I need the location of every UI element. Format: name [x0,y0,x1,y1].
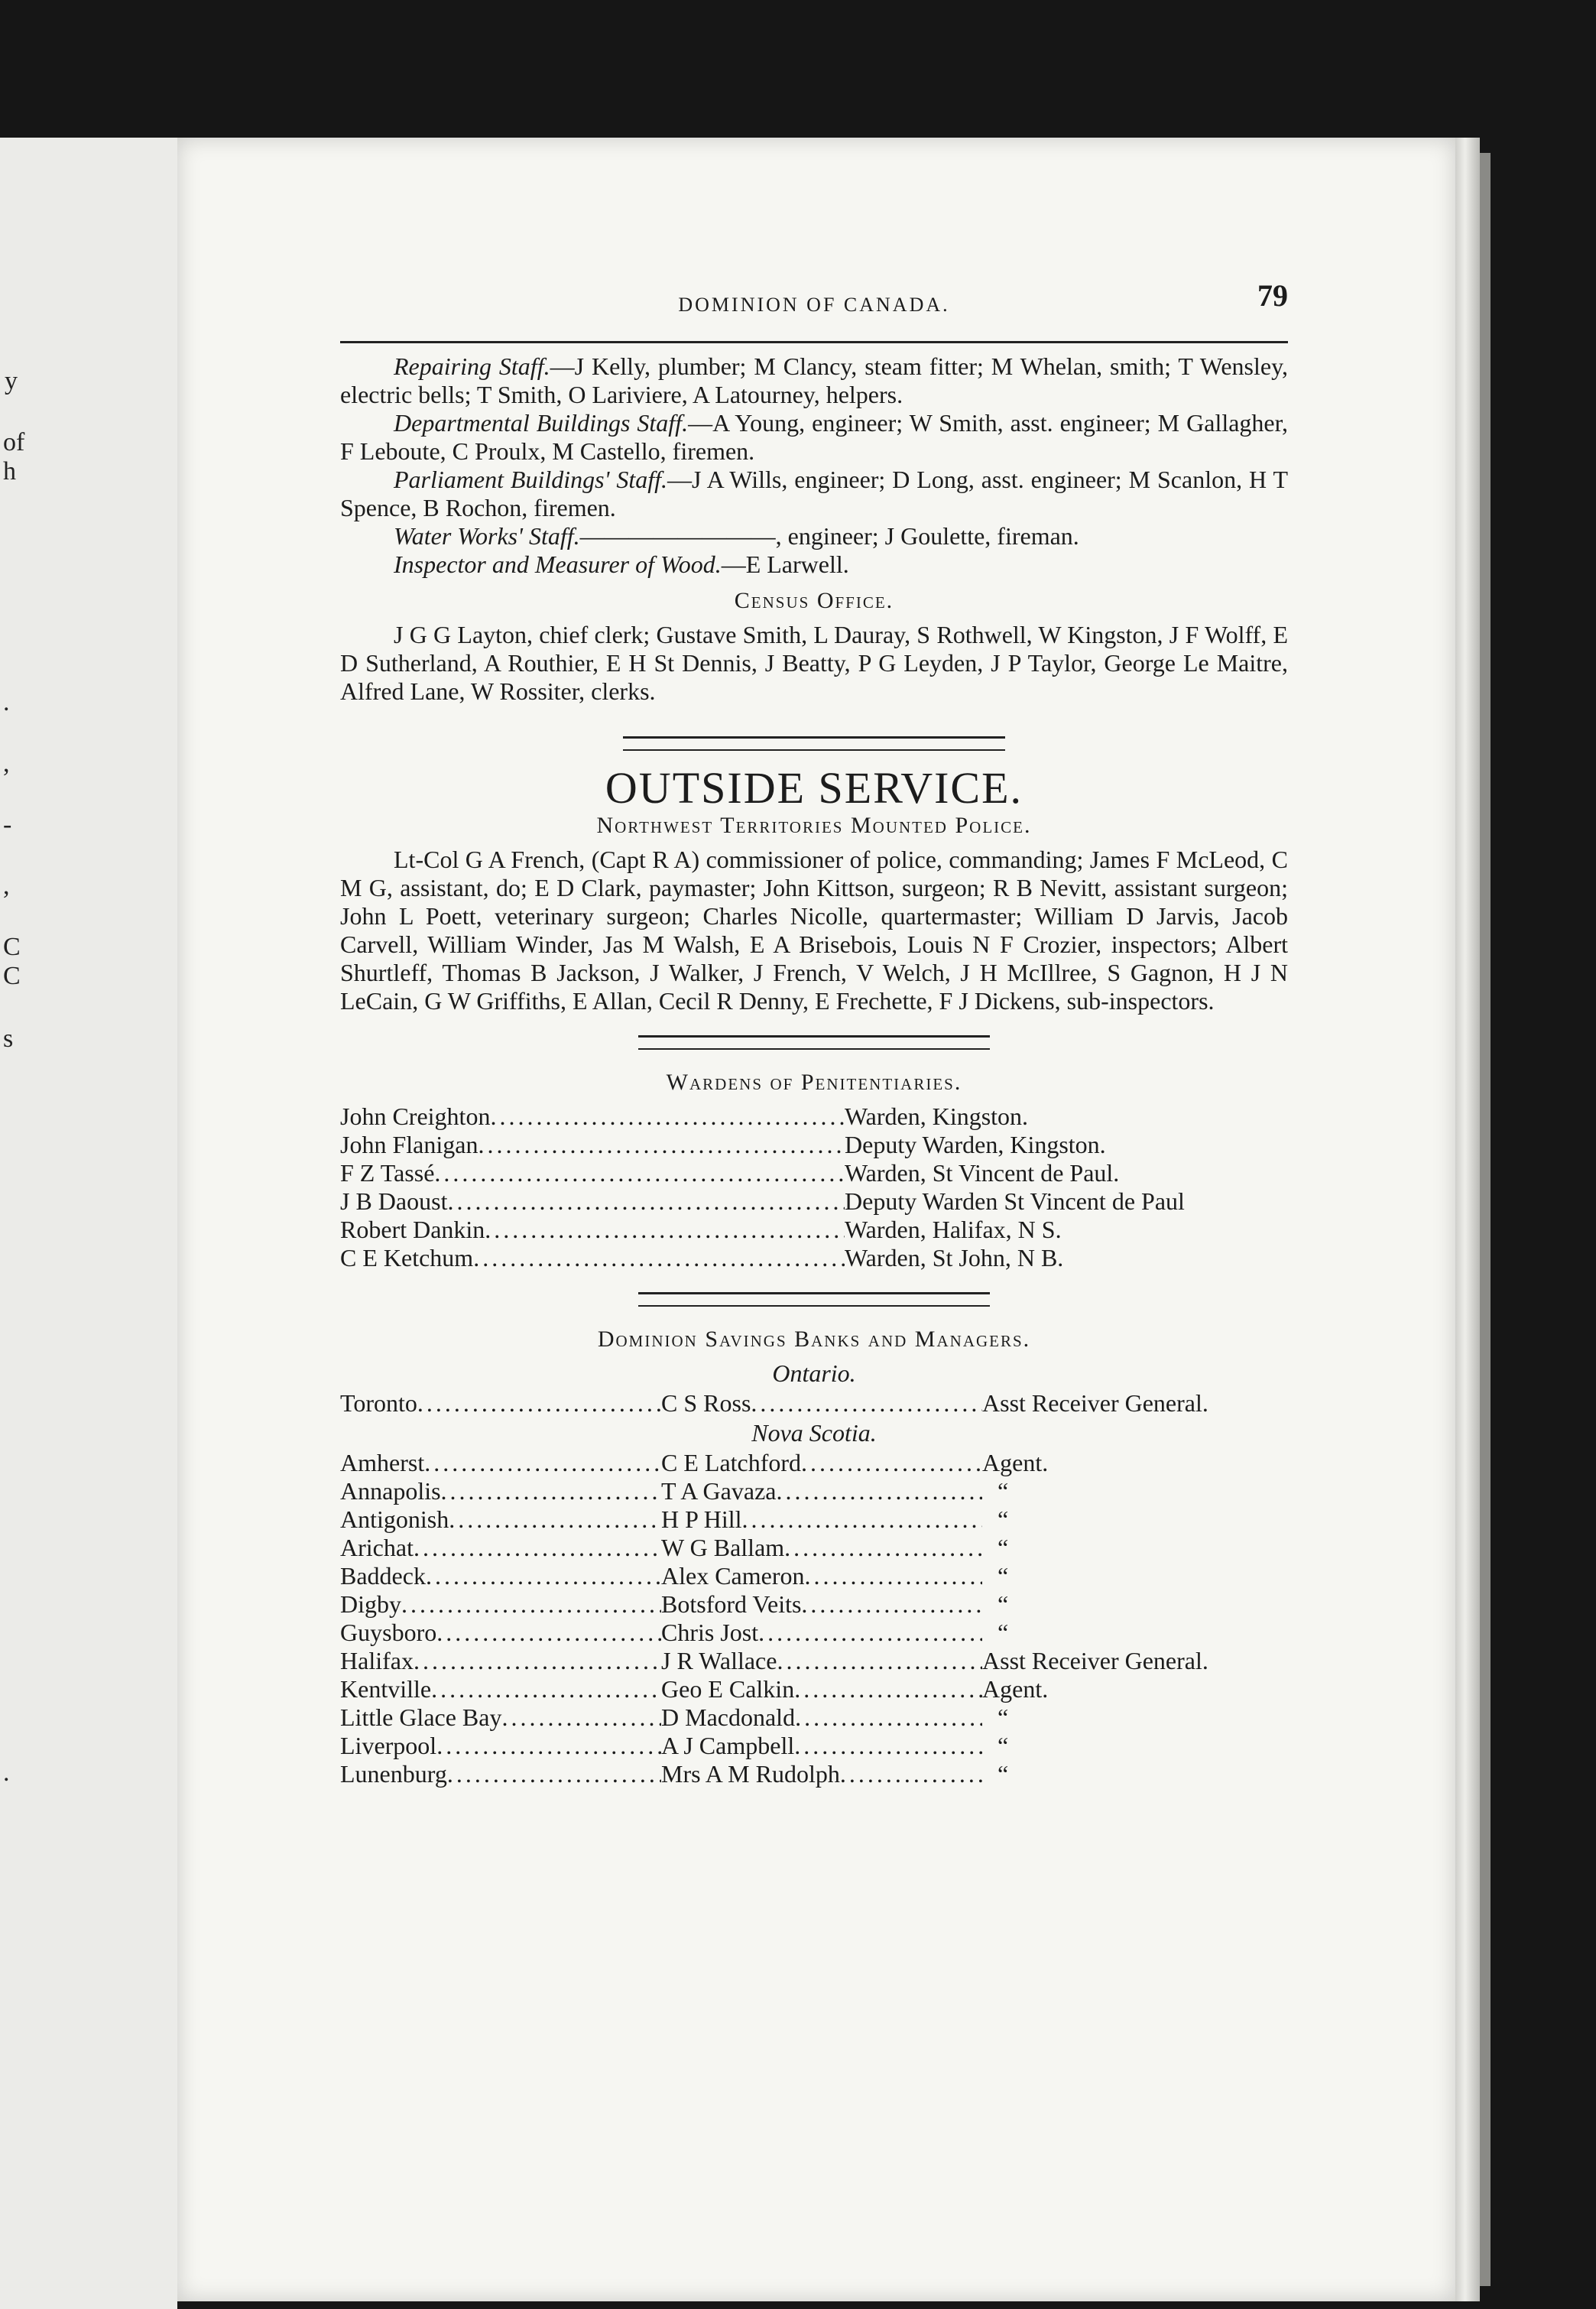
staff-paragraph [340,466,1288,522]
prev-page-fragment: . [3,1759,10,1787]
warden-post: Warden, St Vincent de Paul. [845,1159,1120,1187]
bank-place: Amherst [340,1449,425,1476]
bank-role: “ [998,1760,1009,1788]
prev-page-fragment: - [3,810,12,839]
bank-role: “ [998,1732,1009,1759]
bank-place: Digby [340,1590,401,1618]
bank-manager: D Macdonald [661,1703,796,1731]
bank-row [340,1590,1288,1619]
warden-post: Deputy Warden St Vincent de Paul [845,1187,1185,1215]
bank-row [340,1675,1288,1703]
bank-manager: Alex Cameron [661,1562,805,1590]
staff-section [340,352,1288,579]
bank-manager: C S Ross [661,1389,751,1417]
warden-row [340,1244,1288,1272]
page-content [340,278,1289,1788]
bank-place: Antigonish [340,1505,449,1533]
prev-page-fragment: , [3,872,10,900]
bank-row [340,1703,1288,1732]
bank-role: “ [998,1534,1009,1561]
prev-page-fragment: , [3,749,10,778]
outside-service-title: OUTSIDE SERVICE. [605,763,1023,813]
warden-name: F Z Tassé [340,1159,435,1187]
section-divider [638,1035,990,1050]
bank-manager: H P Hill [661,1505,742,1533]
header-rule [340,341,1288,343]
bank-role: “ [998,1505,1009,1533]
staff-paragraph [340,522,1288,550]
page-edge-shadow [1480,153,1491,2286]
warden-post: Warden, St John, N B. [845,1244,1064,1271]
warden-row [340,1103,1288,1131]
staff-text: ————————, engineer; J Goulette, fireman. [579,522,1079,550]
bank-manager: J R Wallace [661,1647,777,1674]
bank-role: “ [998,1562,1009,1590]
police-heading: Northwest Territories Mounted Police. [596,813,1032,838]
census-text: J G G Layton, chief clerk; Gustave Smith, L Dauray, S Rothwell, W Kingston, J F Wolff, E D Sutherland, A Routhier, E H St Dennis, J Beatty, P G Leyden, J P Taylor, George Le Maitre, Alfred Lane, W Rossiter, clerks. [340,621,1288,705]
prev-page-fragment: s [3,1025,14,1053]
bank-row [340,1477,1288,1505]
police-text: Lt-Col G A French, (Capt R A) commissioner of police, commanding; James F McLeod, C M G, assistant, do; E D Clark, paymaster; John Kittson, surgeon; R B Nevitt, assistant surgeon; John L Poett, veterinary surgeon; Charles Nicolle, quartermaster; William D Jarvis, Jacob Carvell, William Winder, Jas M Walsh, E A Brisebois, Louis N F Crozier, inspectors; Albert Shurtleff, Thomas B Jackson, J Walker, J French, V Welch, J H McIllree, S Gagnon, H J N LeCain, G W Griffiths, E Allan, Cecil R Denny, E Frechette, F J Dickens, sub-inspectors. [340,846,1288,1015]
bank-place: Kentville [340,1675,432,1703]
bank-place: Little Glace Bay [340,1703,502,1731]
staff-text: —E Larwell. [721,550,849,578]
savings-banks-heading: Dominion Savings Banks and Managers. [597,1327,1031,1352]
bank-manager: C E Latchford [661,1449,802,1476]
bank-place: Toronto [340,1389,417,1417]
warden-name: C E Ketchum [340,1244,474,1271]
warden-row [340,1131,1288,1159]
ontario-heading: Ontario. [772,1359,856,1387]
warden-row [340,1216,1288,1244]
bank-row [340,1619,1288,1647]
staff-text: —J Kelly, plumber; M Clancy, steam fitter; M Whelan, smith; T Wensley, electric bells; T Smith, O Lariviere, A Latourney, helpers. [340,352,1289,408]
bank-role: “ [998,1619,1009,1646]
bank-manager: Mrs A M Rudolph [661,1760,840,1788]
bank-manager: A J Campbell [661,1732,795,1759]
prev-page-fragment: y [5,367,18,395]
nova-scotia-list [340,1449,1288,1788]
prev-page-fragment: C [3,962,21,990]
prev-page-fragment: h [3,457,16,486]
wardens-heading: Wardens of Penitentiaries. [666,1070,962,1095]
staff-text: —J A Wills, engineer; D Long, asst. engineer; M Scanlon, H T Spence, B Rochon, firemen. [340,466,1289,521]
bank-row [340,1505,1288,1534]
bank-row [340,1562,1288,1590]
warden-name: John Flanigan [340,1131,478,1158]
staff-text: —A Young, engineer; W Smith, asst. engineer; M Gallagher, F Leboute, C Proulx, M Castello, firemen. [340,409,1289,465]
bank-place: Guysboro [340,1619,437,1646]
bank-role: “ [998,1590,1009,1618]
staff-lead: Repairing Staff. [394,352,550,380]
census-heading: Census Office. [734,588,894,613]
bank-role: “ [998,1703,1009,1731]
warden-name: Robert Dankin [340,1216,485,1243]
warden-post: Warden, Kingston. [845,1103,1029,1130]
warden-post: Deputy Warden, Kingston. [845,1131,1106,1158]
running-head-title: DOMINION OF CANADA. [678,294,950,316]
bank-role: “ [998,1477,1009,1505]
staff-lead: Inspector and Measurer of Wood. [394,550,722,578]
bank-place: Lunenburg [340,1760,447,1788]
wardens-list [340,1103,1288,1272]
bank-place: Halifax [340,1647,414,1674]
section-divider [623,736,1005,751]
bank-role: Agent. [982,1675,1049,1703]
bank-role: Asst Receiver General. [982,1647,1208,1674]
warden-name: John Creighton [340,1103,491,1130]
prev-page-fragment: of [3,428,25,456]
previous-page-edge [0,138,177,2309]
bank-place: Annapolis [340,1477,441,1505]
bank-row [340,1760,1288,1788]
warden-row [340,1187,1288,1216]
staff-lead: Parliament Buildings' Staff. [394,466,668,493]
nova-scotia-heading: Nova Scotia. [751,1419,877,1447]
bank-manager: T A Gavaza [661,1477,777,1505]
bank-manager: W G Ballam [661,1534,785,1561]
bank-place: Arichat [340,1534,414,1561]
warden-post: Warden, Halifax, N S. [845,1216,1062,1243]
bank-row [340,1389,1288,1418]
warden-name: J B Daoust [340,1187,448,1215]
bank-role: Asst Receiver General. [982,1389,1208,1417]
bank-place: Baddeck [340,1562,426,1590]
staff-paragraph [340,550,1288,579]
bank-row [340,1534,1288,1562]
page-number: 79 [1257,278,1288,313]
bank-row [340,1449,1288,1477]
bank-place: Liverpool [340,1732,437,1759]
bank-row [340,1647,1288,1675]
ontario-list [340,1389,1288,1418]
prev-page-fragment: . [3,688,10,716]
staff-paragraph [340,409,1288,466]
staff-lead: Departmental Buildings Staff. [394,409,689,437]
bank-role: Agent. [982,1449,1049,1476]
section-divider [638,1292,990,1307]
staff-paragraph [340,352,1288,409]
running-head [340,278,1288,329]
bank-manager: Geo E Calkin [661,1675,795,1703]
page-edge [1455,138,1480,2301]
warden-row [340,1159,1288,1187]
bank-row [340,1732,1288,1760]
bank-manager: Chris Jost [661,1619,759,1646]
prev-page-fragment: C [3,933,21,961]
staff-lead: Water Works' Staff. [394,522,580,550]
bank-manager: Botsford Veits [661,1590,802,1618]
